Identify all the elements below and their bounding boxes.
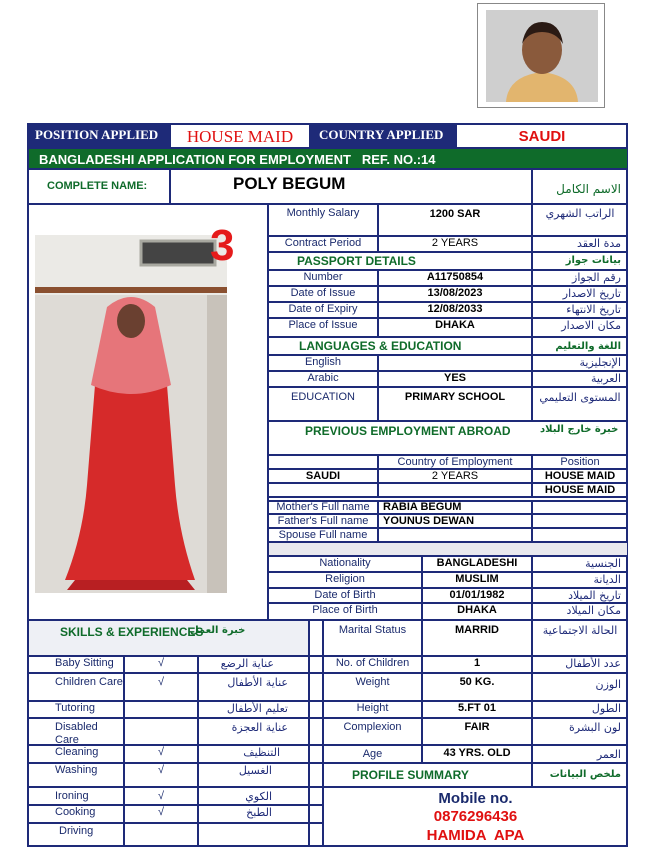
skills-gutter-head <box>309 620 323 656</box>
passport-photo <box>486 10 598 102</box>
skill-label-ar-children-care: عناية الأطفال <box>198 673 309 701</box>
complexion-label: Complexion <box>323 718 422 745</box>
skill-check-baby-sitting: √ <box>124 656 198 673</box>
previous-spacer <box>268 455 378 469</box>
contract-value: 2 YEARS <box>378 236 532 252</box>
position-applied-label: POSITION APPLIED <box>28 124 170 148</box>
height-label-ar: الطول <box>532 701 628 718</box>
country-of-employment-header: Country of Employment <box>378 455 532 469</box>
previous-employment-title: PREVIOUS EMPLOYMENT ABROAD <box>305 424 511 438</box>
nationality-value: BANGLADESHI <box>422 556 532 572</box>
agent-name: HAMIDA APA <box>426 827 525 844</box>
religion-label-ar: الديانة <box>532 572 628 588</box>
previous-position-value: HOUSE MAID <box>532 469 628 483</box>
skills-gutter-4 <box>309 718 323 745</box>
place-of-issue-label: Place of Issue <box>268 318 378 337</box>
skill-label-washing: Washing <box>28 763 124 787</box>
complexion-value: FAIR <box>422 718 532 745</box>
profile-summary-title: PROFILE SUMMARY <box>323 763 532 787</box>
skill-label-cleaning: Cleaning <box>28 745 124 763</box>
salary-value: 1200 SAR <box>378 204 532 236</box>
mother-name-label: Mother's Full name <box>268 501 378 514</box>
spouse-name-label: Spouse Full name <box>268 528 378 542</box>
complete-name-value: POLY BEGUM <box>170 169 532 204</box>
country-applied-value: SAUDI <box>456 124 628 148</box>
skills-gutter-3 <box>309 701 323 718</box>
position-applied-value: HOUSE MAID <box>170 124 310 148</box>
children-label-ar: عدد الأطفال <box>532 656 628 673</box>
father-name-value: YOUNUS DEWAN <box>378 514 532 528</box>
age-label-ar: العمر <box>532 745 628 763</box>
education-label: EDUCATION <box>268 387 378 421</box>
skill-check-cleaning: √ <box>124 745 198 763</box>
skill-label-ar-washing: الغسيل <box>198 763 309 787</box>
weight-label-ar: الوزن <box>532 673 628 701</box>
complete-name-label: COMPLETE NAME: <box>28 169 170 204</box>
skills-gutter-1 <box>309 656 323 673</box>
skill-label-disabled-care: Disabled Care <box>28 718 124 745</box>
complete-name-label-ar: الاسم الكامل <box>532 169 628 204</box>
skill-label-children-care: Children Care <box>28 673 124 701</box>
place-of-issue-label-ar: مكان الاصدار <box>532 318 628 337</box>
age-label: Age <box>323 745 422 763</box>
height-label: Height <box>323 701 422 718</box>
english-label-ar: الإنجليزية <box>532 355 628 371</box>
dob-label-ar: تاريخ الميلاد <box>532 588 628 603</box>
skill-check-children-care: √ <box>124 673 198 701</box>
skill-label-ar-baby-sitting: عناية الرضع <box>198 656 309 673</box>
previous-country-value: SAUDI <box>268 469 378 483</box>
family-spacer <box>268 542 628 556</box>
skills-gutter-9 <box>309 823 323 846</box>
mobile-label: Mobile no. <box>438 790 513 807</box>
skill-check-tutoring <box>124 701 198 718</box>
skills-section-title: SKILLS & EXPERIENCES <box>60 625 204 639</box>
skill-label-driving: Driving <box>28 823 124 846</box>
passport-number-label: Number <box>268 270 378 286</box>
dob-label: Date of Birth <box>268 588 422 603</box>
marital-status-label: Marital Status <box>323 620 422 656</box>
marital-status-value: MARRID <box>422 620 532 656</box>
previous-row2-a <box>268 483 378 497</box>
weight-label: Weight <box>323 673 422 701</box>
children-value: 1 <box>422 656 532 673</box>
place-of-issue-value: DHAKA <box>378 318 532 337</box>
marital-status-label-ar: الحالة الاجتماعية <box>532 620 628 656</box>
previous-duration-value: 2 YEARS <box>378 469 532 483</box>
previous-employment-title-ar: خبرة خارج البلاد <box>540 424 619 435</box>
expiry-date-value: 12/08/2033 <box>378 302 532 318</box>
father-name-label: Father's Full name <box>268 514 378 528</box>
salary-label-ar: الراتب الشهري <box>532 204 628 236</box>
skill-check-driving <box>124 823 198 846</box>
expiry-date-label-ar: تاريخ الانتهاء <box>532 302 628 318</box>
mother-name-value: RABIA BEGUM <box>378 501 532 514</box>
previous-row2-b <box>378 483 532 497</box>
spouse-name-extra <box>532 528 628 542</box>
issue-date-value: 13/08/2023 <box>378 286 532 302</box>
english-value <box>378 355 532 371</box>
skill-label-ar-tutoring: تعليم الأطفال <box>198 701 309 718</box>
pob-value: DHAKA <box>422 603 532 620</box>
skill-label-ironing: Ironing <box>28 787 124 805</box>
issue-date-label-ar: تاريخ الاصدار <box>532 286 628 302</box>
height-value: 5.FT 01 <box>422 701 532 718</box>
arabic-label-ar: العربية <box>532 371 628 387</box>
skill-check-disabled-care <box>124 718 198 745</box>
skill-label-ar-cleaning: التنظيف <box>198 745 309 763</box>
age-value: 43 YRS. OLD <box>422 745 532 763</box>
skill-check-washing: √ <box>124 763 198 787</box>
weight-value: 50 KG. <box>422 673 532 701</box>
education-label-ar: المستوى التعليمي <box>532 387 628 421</box>
complexion-label-ar: لون البشرة <box>532 718 628 745</box>
dob-value: 01/01/1982 <box>422 588 532 603</box>
passport-section-title-ar: بيانات جواز <box>532 252 628 270</box>
arabic-value: YES <box>378 371 532 387</box>
position-header: Position <box>532 455 628 469</box>
languages-section-title: LANGUAGES & EDUCATION <box>268 337 532 355</box>
arabic-label: Arabic <box>268 371 378 387</box>
education-value: PRIMARY SCHOOL <box>378 387 532 421</box>
skills-gutter-5 <box>309 745 323 763</box>
skill-label-baby-sitting: Baby Sitting <box>28 656 124 673</box>
contract-label: Contract Period <box>268 236 378 252</box>
nationality-label: Nationality <box>268 556 422 572</box>
full-body-photo <box>35 235 227 593</box>
languages-section-title-ar: اللغة والتعليم <box>532 337 628 355</box>
religion-label: Religion <box>268 572 422 588</box>
skill-label-tutoring: Tutoring <box>28 701 124 718</box>
issue-date-label: Date of Issue <box>268 286 378 302</box>
mother-name-extra <box>532 501 628 514</box>
english-label: English <box>268 355 378 371</box>
religion-value: MUSLIM <box>422 572 532 588</box>
skill-label-ar-disabled-care: عناية العجزة <box>198 718 309 745</box>
passport-number-label-ar: رقم الجواز <box>532 270 628 286</box>
pob-label: Place of Birth <box>268 603 422 620</box>
skill-label-ar-driving <box>198 823 309 846</box>
profile-summary-title-ar: ملخص البيانات <box>532 763 628 787</box>
pob-label-ar: مكان الميلاد <box>532 603 628 620</box>
skills-gutter-7 <box>309 787 323 805</box>
salary-label: Monthly Salary <box>268 204 378 236</box>
contract-label-ar: مدة العقد <box>532 236 628 252</box>
skills-gutter-2 <box>309 673 323 701</box>
skill-label-cooking: Cooking <box>28 805 124 823</box>
father-name-extra <box>532 514 628 528</box>
previous-position-value-2: HOUSE MAID <box>532 483 628 497</box>
skill-check-cooking: √ <box>124 805 198 823</box>
photo-number-badge: 3 <box>210 221 235 270</box>
skills-gutter-6 <box>309 763 323 787</box>
skills-gutter-8 <box>309 805 323 823</box>
form-title: BANGLADESHI APPLICATION FOR EMPLOYMENT REF. NO.:14 <box>28 148 628 169</box>
mobile-number[interactable]: 0876296436 <box>433 808 518 825</box>
skill-label-ar-cooking: الطبخ <box>198 805 309 823</box>
passport-section-title: PASSPORT DETAILS <box>268 252 532 270</box>
skill-label-ar-ironing: الكوي <box>198 787 309 805</box>
passport-photo-frame <box>477 3 605 108</box>
expiry-date-label: Date of Expiry <box>268 302 378 318</box>
nationality-label-ar: الجنسية <box>532 556 628 572</box>
spouse-name-value <box>378 528 532 542</box>
children-label: No. of Children <box>323 656 422 673</box>
passport-number-value: A11750854 <box>378 270 532 286</box>
skills-section-title-ar: خبرة العمل <box>190 625 246 636</box>
country-applied-label: COUNTRY APPLIED <box>310 124 456 148</box>
skill-check-ironing: √ <box>124 787 198 805</box>
